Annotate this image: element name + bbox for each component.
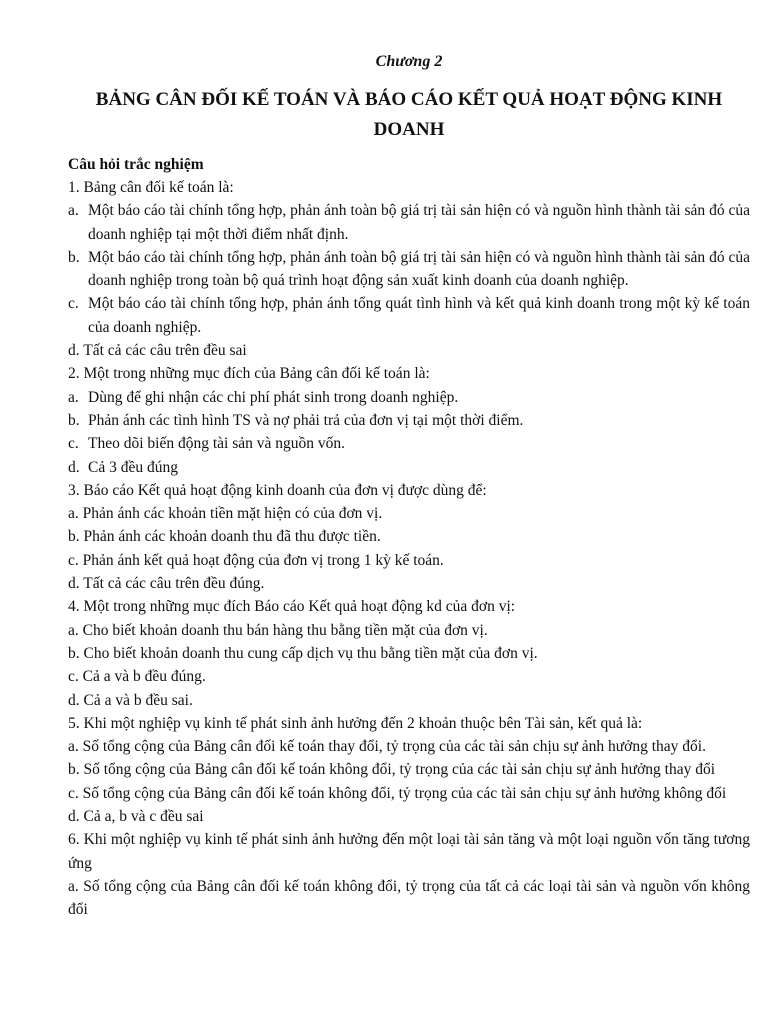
option-letter: c. xyxy=(68,295,79,313)
question-3: 3. Báo cáo Kết quả hoạt động kinh doanh của đơn vị được dùng để: xyxy=(68,481,487,499)
q4-option-c: c. Cả a và b đều đúng. xyxy=(68,668,206,686)
option-letter: d. xyxy=(68,458,80,476)
option-text: Cả 3 đều đúng xyxy=(88,458,178,476)
q3-option-a: a. Phản ánh các khoản tiền mặt hiện có của đơn vị. xyxy=(68,505,383,523)
q4-option-b: b. Cho biết khoản doanh thu cung cấp dịch vụ thu bằng tiền mặt của đơn vị. xyxy=(68,644,538,662)
question-4: 4. Một trong những mục đích Báo cáo Kết quả hoạt động kd của đơn vị: xyxy=(68,598,516,616)
option-letter: a. xyxy=(68,388,79,406)
option-letter: c. xyxy=(68,435,79,453)
option-letter: b. xyxy=(68,411,80,429)
document-title: BẢNG CÂN ĐỐI KẾ TOÁN VÀ BÁO CÁO KẾT QUẢ HOẠT ĐỘNG KINH DOANH xyxy=(95,89,723,140)
q6-option-a: a. Số tổng cộng của Bảng cân đối kế toán không đổi, tỷ trọng của tất cả các loại tài sản và nguồn vốn không đổi xyxy=(68,877,750,919)
q1-option-a xyxy=(68,199,750,246)
q3-option-b: b. Phản ánh các khoản doanh thu đã thu được tiền. xyxy=(68,528,381,546)
option-text: Một báo cáo tài chính tổng hợp, phản ánh tổng quát tình hình và kết quả kinh doanh trong một kỳ kế toán của doanh nghiệp. xyxy=(88,295,750,336)
q2-option-a xyxy=(68,386,750,409)
q3-option-d: d. Tất cả các câu trên đều đúng. xyxy=(68,575,265,593)
q2-option-c xyxy=(68,432,750,455)
question-1: 1. Bảng cân đối kế toán là: xyxy=(68,179,234,196)
q1-option-c xyxy=(68,292,750,339)
q4-option-a: a. Cho biết khoản doanh thu bán hàng thu bằng tiền mặt của đơn vị. xyxy=(68,621,488,639)
q5-option-b: b. Số tổng cộng của Bảng cân đối kế toán không đổi, tỷ trọng của các tài sản chịu sự ảnh hưởng thay đổi xyxy=(68,761,716,779)
q2-option-d xyxy=(68,456,750,479)
question-2: 2. Một trong những mục đích của Bảng cân đối kế toán là: xyxy=(68,365,430,383)
q1-option-d: d. Tất cả các câu trên đều sai xyxy=(68,342,247,360)
q3-option-c: c. Phản ánh kết quả hoạt động của đơn vị trong 1 kỳ kế toán. xyxy=(68,551,444,569)
option-text: Dùng để ghi nhận các chi phí phát sinh trong doanh nghiệp. xyxy=(88,388,459,406)
option-text: Phản ánh các tình hình TS và nợ phải trả của đơn vị tại một thời điểm. xyxy=(88,411,524,429)
q4-option-d: d. Cả a và b đều sai. xyxy=(68,691,193,709)
option-text: Một báo cáo tài chính tổng hợp, phản ánh toàn bộ giá trị tài sản hiện có và nguồn hình thành tài sản đó của doanh nghiệp tại một thời điểm nhất định. xyxy=(88,202,750,243)
q2-option-b xyxy=(68,409,750,432)
q5-option-d: d. Cả a, b và c đều sai xyxy=(68,808,204,826)
q5-option-a: a. Số tổng cộng của Bảng cân đối kế toán thay đổi, tỷ trọng của các tài sản chịu sự ảnh hưởng thay đổi. xyxy=(68,738,706,756)
chapter-label: Chương 2 xyxy=(375,53,443,70)
option-letter: a. xyxy=(68,202,79,220)
q1-option-b xyxy=(68,246,750,293)
question-6: 6. Khi một nghiệp vụ kinh tế phát sinh ảnh hưởng đến một loại tài sản tăng và một loại nguồn vốn tăng tương ứng xyxy=(68,831,750,872)
section-heading: Câu hỏi trắc nghiệm xyxy=(68,156,204,173)
option-text: Một báo cáo tài chính tổng hợp, phản ánh toàn bộ giá trị tài sản hiện có và nguồn hình thành tài sản đó của doanh nghiệp trong toàn bộ quá trình hoạt động sản xuất kinh doanh của doanh nghiệp. xyxy=(88,248,750,290)
question-5: 5. Khi một nghiệp vụ kinh tế phát sinh ảnh hưởng đến 2 khoản thuộc bên Tài sản, kết quả là: xyxy=(68,714,643,732)
q5-option-c: c. Số tổng cộng của Bảng cân đối kế toán không đổi, tỷ trọng của các tài sản chịu sự ảnh hưởng không đổi xyxy=(68,784,727,802)
option-text: Theo dõi biến động tài sản và nguồn vốn. xyxy=(88,435,345,453)
option-letter: b. xyxy=(68,248,80,266)
